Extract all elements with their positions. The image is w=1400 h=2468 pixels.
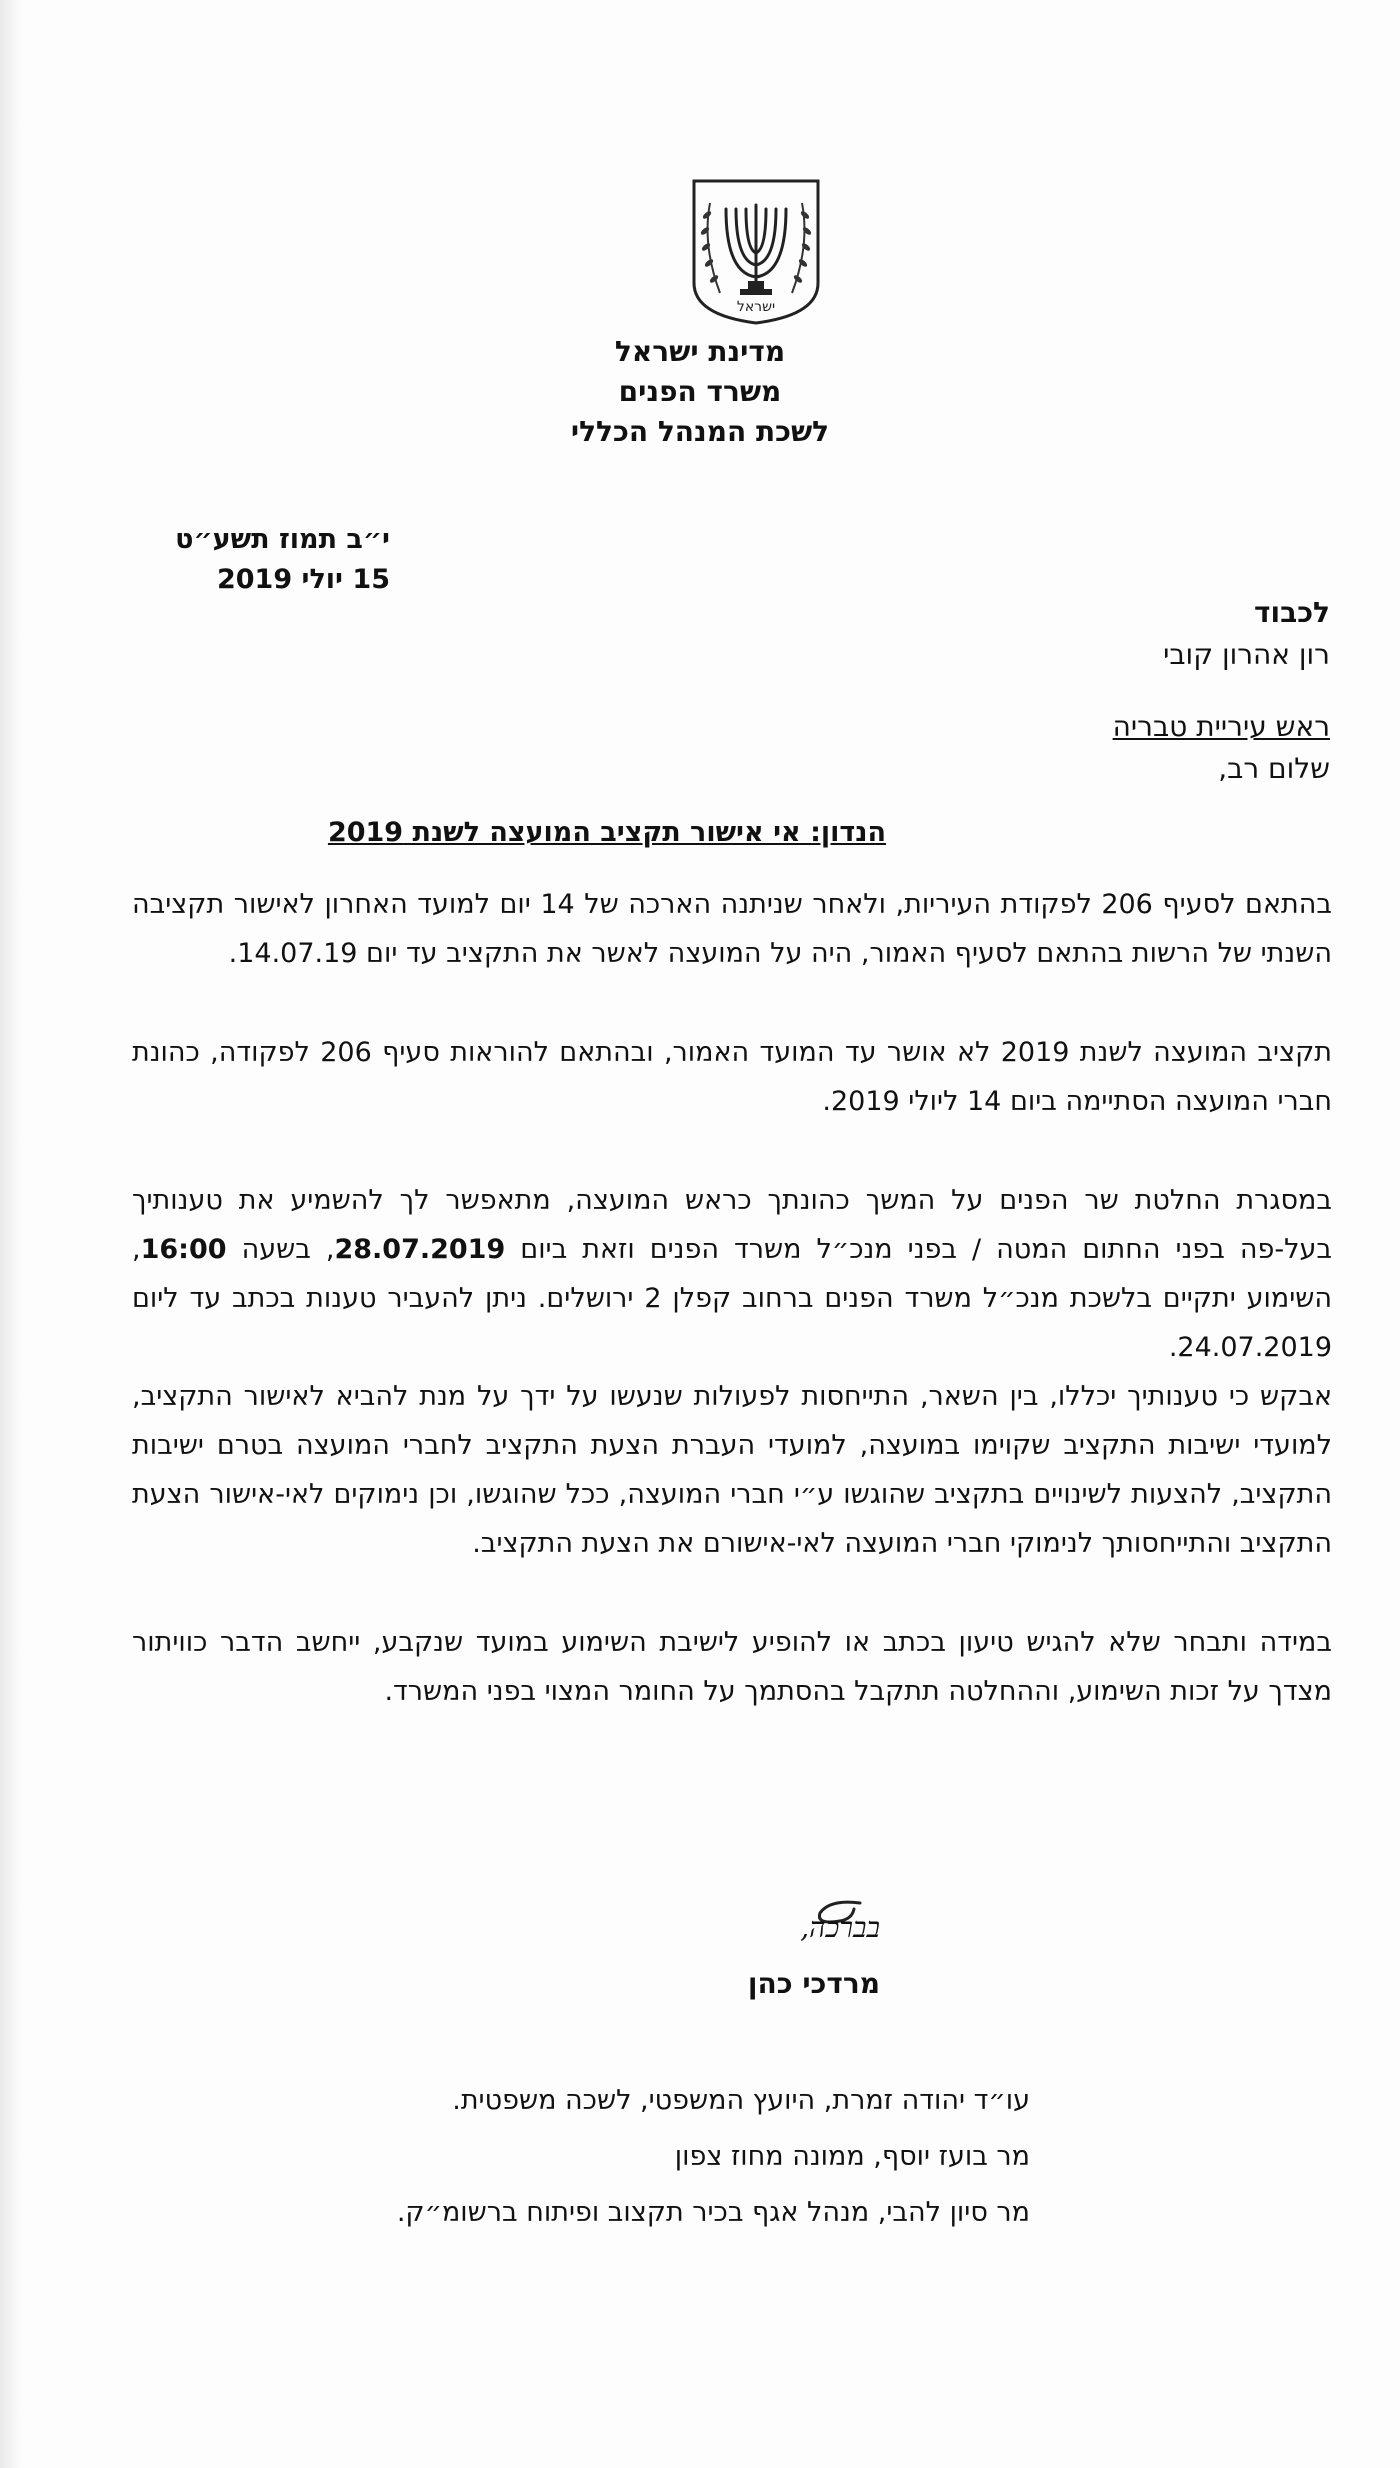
addressee-title: ראש עיריית טבריה [1112, 710, 1330, 743]
letter-dates [130, 520, 390, 600]
copy-recipient: עו״ד יהודה זמרת, היועץ המשפטי, לשכה משפטית. [452, 2085, 1030, 2116]
paragraph-requested-arguments: אבקש כי טענותיך יכללו, בין השאר, התייחסות לפעולות שנעשו על ידך על מנת להביא לאישור התקציב, למועדי ישיבות התקציב שקוימו במועצה, למועדי העברת הצעת התקציב לחברי המועצה בטרם ישיבות התקציב, להצעות לשינויים בתקציב שהוגשו ע״י חברי המועצה, ככל שהוגשו, וכן נימוקים לאי-אישור הצעת התקציב והתייחסותך לנימוקי חברי המועצה לאי-אישורם את הצעת התקציב. [132, 1381, 1332, 1559]
copy-recipient: מר בועז יוסף, ממונה מחוז צפון [674, 2141, 1030, 2172]
signer-name: מרדכי כהן [747, 1967, 880, 2000]
hearing-text-start: במסגרת החלטת שר הפנים על המשך כהונתך כראש המועצה, מתאפשר לך להשמיע את טענותיך בעל-פה בפני החתום המטה / בפני מנכ״ל משרד הפנים וזאת ביום [132, 1185, 1332, 1265]
copy-recipient: מר סיון להבי, מנהל אגף בכיר תקצוב ופיתוח ברשומ״ק. [396, 2197, 1030, 2228]
emblem-svg [680, 175, 832, 327]
addressee-name: רון אהרון קובי [1163, 638, 1330, 671]
addressee-block [630, 592, 1330, 748]
greeting: שלום רב, [1218, 752, 1330, 785]
paragraph-waiver: במידה ותבחר שלא להגיש טיעון בכתב או להופיע לישיבת השימוע במועד שנקבע, ייחשב הדבר כוויתור מצדך על זכות השימוע, וההחלטה תתקבל בהסתמך על החומר המצוי בפני המשרד. [132, 1627, 1332, 1707]
state-emblem-icon [680, 175, 832, 327]
agency-header [500, 332, 900, 452]
paragraph-term-ended: תקציב המועצה לשנת 2019 לא אושר עד המועד האמור, ובהתאם להוראות סעיף 206 לפקודה, כהונת חברי המועצה הסתיימה ביום 14 ליולי 2019. [132, 1037, 1332, 1117]
hebrew-date: י״ב תמוז תשע״ט [175, 524, 390, 555]
copies-list [330, 2073, 1030, 2241]
paragraph-hearing [132, 1176, 1332, 1372]
hearing-text-hour: , בשעה [241, 1234, 335, 1265]
paragraph-deadline: בהתאם לסעיף 206 לפקודת העיריות, ולאחר שניתנה הארכה של 14 יום למועד האחרון לאישור תקציבה השנתי של הרשות בהתאם לסעיף האמור, היה על המועצה לאשר את התקציב עד יום 14.07.19. [132, 889, 1332, 969]
to-label: לכבוד [1254, 596, 1330, 629]
hearing-time: 16:00 [140, 1234, 227, 1265]
subject-line: הנדון: אי אישור תקציב המועצה לשנת 2019 [327, 817, 887, 848]
scan-edge-shadow [0, 0, 22, 2468]
blessing: בברכה, [800, 1911, 880, 1944]
hearing-date: 28.07.2019 [334, 1234, 506, 1265]
ministry-name: משרד הפנים [618, 375, 782, 408]
hearing-text-end: , השימוע יתקיים בלשכת מנכ״ל משרד הפנים ברחוב קפלן 2 ירושלים. ניתן להעביר טענות בכתב עד ליום 24.07.2019. [132, 1234, 1333, 1363]
closing-block [640, 1900, 880, 2012]
country-name: מדינת ישראל [614, 335, 786, 368]
office-name: לשכת המנהל הכללי [570, 415, 830, 448]
letter-body [132, 880, 1332, 1716]
gregorian-date: 15 יולי 2019 [216, 564, 390, 595]
emblem-text: ישראל [736, 299, 776, 315]
